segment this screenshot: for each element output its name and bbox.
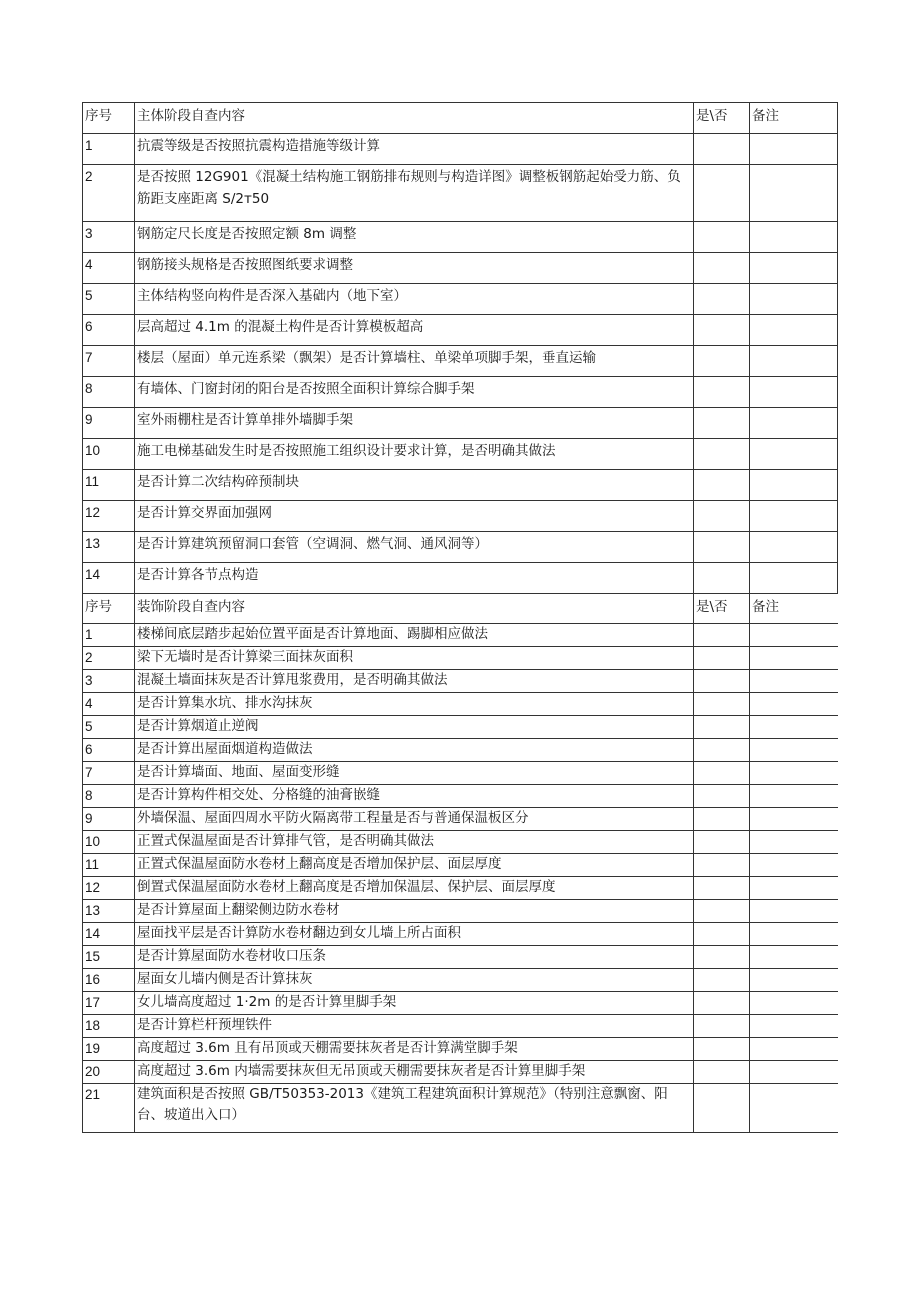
row-serial-number: 8 bbox=[83, 785, 135, 808]
row-check-content: 建筑面积是否按照 GB/T50353-2013《建筑工程建筑面积计算规范》（特别注意飘窗、阳台、坡道出入口） bbox=[135, 1084, 694, 1133]
row-check-content: 是否计算出屋面烟道构造做法 bbox=[135, 739, 694, 762]
table-row bbox=[83, 532, 838, 563]
table-body bbox=[83, 103, 838, 1133]
row-remark-cell[interactable] bbox=[750, 831, 838, 854]
table-row bbox=[83, 439, 838, 470]
row-check-content: 是否计算屋面上翻梁侧边防水卷材 bbox=[135, 900, 694, 923]
row-yes-no-cell[interactable] bbox=[694, 900, 750, 923]
row-yes-no-cell[interactable] bbox=[694, 831, 750, 854]
row-serial-number: 12 bbox=[83, 501, 135, 532]
self-check-table bbox=[82, 102, 838, 1133]
table-row bbox=[83, 346, 838, 377]
row-check-content: 施工电梯基础发生时是否按照施工组织设计要求计算，是否明确其做法 bbox=[135, 439, 694, 470]
row-check-content: 是否计算各节点构造 bbox=[135, 563, 694, 594]
row-remark-cell[interactable] bbox=[750, 134, 838, 165]
row-serial-number: 5 bbox=[83, 284, 135, 315]
row-check-content: 正置式保温屋面防水卷材上翻高度是否增加保护层、面层厚度 bbox=[135, 854, 694, 877]
table-row bbox=[83, 716, 838, 739]
row-remark-cell[interactable] bbox=[750, 563, 838, 594]
checklist-sheet bbox=[82, 102, 838, 1133]
row-serial-number: 2 bbox=[83, 647, 135, 670]
row-yes-no-cell[interactable] bbox=[694, 501, 750, 532]
table-row bbox=[83, 785, 838, 808]
row-remark-cell[interactable] bbox=[750, 346, 838, 377]
header-serial-number: 序号 bbox=[83, 103, 135, 134]
row-check-content: 高度超过 3.6m 内墙需要抹灰但无吊顶或天棚需要抹灰者是否计算里脚手架 bbox=[135, 1061, 694, 1084]
row-yes-no-cell[interactable] bbox=[694, 716, 750, 739]
header-yes-no: 是\否 bbox=[694, 103, 750, 134]
row-remark-cell[interactable] bbox=[750, 877, 838, 900]
table-row bbox=[83, 946, 838, 969]
table-row bbox=[83, 222, 838, 253]
table-row bbox=[83, 1061, 838, 1084]
structure-section-header bbox=[83, 103, 838, 134]
row-yes-no-cell[interactable] bbox=[694, 647, 750, 670]
decoration-section-header bbox=[83, 594, 838, 624]
row-check-content: 倒置式保温屋面防水卷材上翻高度是否增加保温层、保护层、面层厚度 bbox=[135, 877, 694, 900]
row-yes-no-cell[interactable] bbox=[694, 253, 750, 284]
table-row bbox=[83, 923, 838, 946]
row-check-content: 是否计算二次结构碎预制块 bbox=[135, 470, 694, 501]
table-row bbox=[83, 900, 838, 923]
row-check-content: 有墙体、门窗封闭的阳台是否按照全面积计算综合脚手架 bbox=[135, 377, 694, 408]
row-serial-number: 13 bbox=[83, 532, 135, 563]
row-serial-number: 11 bbox=[83, 854, 135, 877]
row-remark-cell[interactable] bbox=[750, 222, 838, 253]
row-yes-no-cell[interactable] bbox=[694, 693, 750, 716]
header-check-content: 装饰阶段自查内容 bbox=[135, 594, 694, 624]
row-remark-cell[interactable] bbox=[750, 693, 838, 716]
row-remark-cell[interactable] bbox=[750, 900, 838, 923]
table-row bbox=[83, 670, 838, 693]
row-check-content: 是否计算栏杆预埋铁件 bbox=[135, 1015, 694, 1038]
row-serial-number: 19 bbox=[83, 1038, 135, 1061]
row-serial-number: 7 bbox=[83, 762, 135, 785]
row-check-content: 抗震等级是否按照抗震构造措施等级计算 bbox=[135, 134, 694, 165]
row-yes-no-cell[interactable] bbox=[694, 165, 750, 222]
row-yes-no-cell[interactable] bbox=[694, 1084, 750, 1133]
row-remark-cell[interactable] bbox=[750, 624, 838, 647]
row-check-content: 女儿墙高度超过 1·2m 的是否计算里脚手架 bbox=[135, 992, 694, 1015]
row-serial-number: 20 bbox=[83, 1061, 135, 1084]
table-row bbox=[83, 1084, 838, 1133]
row-serial-number: 6 bbox=[83, 739, 135, 762]
row-serial-number: 15 bbox=[83, 946, 135, 969]
table-row bbox=[83, 253, 838, 284]
row-serial-number: 14 bbox=[83, 923, 135, 946]
row-serial-number: 7 bbox=[83, 346, 135, 377]
row-yes-no-cell[interactable] bbox=[694, 739, 750, 762]
header-yes-no: 是\否 bbox=[694, 594, 750, 624]
table-row bbox=[83, 992, 838, 1015]
row-check-content: 层高超过 4.1m 的混凝土构件是否计算模板超高 bbox=[135, 315, 694, 346]
table-row bbox=[83, 284, 838, 315]
table-row bbox=[83, 563, 838, 594]
table-row bbox=[83, 315, 838, 346]
row-yes-no-cell[interactable] bbox=[694, 346, 750, 377]
row-serial-number: 3 bbox=[83, 670, 135, 693]
row-yes-no-cell[interactable] bbox=[694, 222, 750, 253]
row-yes-no-cell[interactable] bbox=[694, 854, 750, 877]
table-row bbox=[83, 501, 838, 532]
table-row bbox=[83, 134, 838, 165]
row-serial-number: 5 bbox=[83, 716, 135, 739]
table-row bbox=[83, 1015, 838, 1038]
row-remark-cell[interactable] bbox=[750, 1084, 838, 1133]
row-serial-number: 10 bbox=[83, 439, 135, 470]
row-yes-no-cell[interactable] bbox=[694, 377, 750, 408]
row-check-content: 外墙保温、屋面四周水平防火隔离带工程量是否与普通保温板区分 bbox=[135, 808, 694, 831]
row-yes-no-cell[interactable] bbox=[694, 1038, 750, 1061]
row-yes-no-cell[interactable] bbox=[694, 439, 750, 470]
row-serial-number: 2 bbox=[83, 165, 135, 222]
table-row bbox=[83, 165, 838, 222]
row-remark-cell[interactable] bbox=[750, 785, 838, 808]
row-check-content: 钢筋接头规格是否按照图纸要求调整 bbox=[135, 253, 694, 284]
row-yes-no-cell[interactable] bbox=[694, 284, 750, 315]
row-remark-cell[interactable] bbox=[750, 439, 838, 470]
row-serial-number: 16 bbox=[83, 969, 135, 992]
row-serial-number: 1 bbox=[83, 624, 135, 647]
row-yes-no-cell[interactable] bbox=[694, 923, 750, 946]
row-yes-no-cell[interactable] bbox=[694, 408, 750, 439]
row-yes-no-cell[interactable] bbox=[694, 785, 750, 808]
row-remark-cell[interactable] bbox=[750, 1015, 838, 1038]
row-remark-cell[interactable] bbox=[750, 808, 838, 831]
table-row bbox=[83, 377, 838, 408]
row-check-content: 钢筋定尺长度是否按照定额 8m 调整 bbox=[135, 222, 694, 253]
row-check-content: 楼梯间底层踏步起始位置平面是否计算地面、踢脚相应做法 bbox=[135, 624, 694, 647]
table-row bbox=[83, 831, 838, 854]
table-row bbox=[83, 624, 838, 647]
row-serial-number: 9 bbox=[83, 808, 135, 831]
row-remark-cell[interactable] bbox=[750, 716, 838, 739]
row-yes-no-cell[interactable] bbox=[694, 808, 750, 831]
row-check-content: 是否计算集水坑、排水沟抹灰 bbox=[135, 693, 694, 716]
header-remark: 备注 bbox=[750, 594, 838, 624]
table-row bbox=[83, 408, 838, 439]
row-remark-cell[interactable] bbox=[750, 253, 838, 284]
row-yes-no-cell[interactable] bbox=[694, 563, 750, 594]
row-remark-cell[interactable] bbox=[750, 315, 838, 346]
row-remark-cell[interactable] bbox=[750, 647, 838, 670]
row-remark-cell[interactable] bbox=[750, 501, 838, 532]
row-check-content: 楼层（屋面）单元连系梁（飘架）是否计算墙柱、单梁单项脚手架，垂直运输 bbox=[135, 346, 694, 377]
row-remark-cell[interactable] bbox=[750, 408, 838, 439]
row-check-content: 混凝土墙面抹灰是否计算甩浆费用，是否明确其做法 bbox=[135, 670, 694, 693]
table-row bbox=[83, 762, 838, 785]
row-yes-no-cell[interactable] bbox=[694, 992, 750, 1015]
row-serial-number: 13 bbox=[83, 900, 135, 923]
row-check-content: 是否计算墙面、地面、屋面变形缝 bbox=[135, 762, 694, 785]
row-yes-no-cell[interactable] bbox=[694, 969, 750, 992]
row-serial-number: 12 bbox=[83, 877, 135, 900]
row-check-content: 是否计算建筑预留洞口套管（空调洞、燃气洞、通风洞等） bbox=[135, 532, 694, 563]
row-remark-cell[interactable] bbox=[750, 470, 838, 501]
row-yes-no-cell[interactable] bbox=[694, 946, 750, 969]
row-yes-no-cell[interactable] bbox=[694, 315, 750, 346]
row-yes-no-cell[interactable] bbox=[694, 1061, 750, 1084]
row-yes-no-cell[interactable] bbox=[694, 877, 750, 900]
row-check-content: 高度超过 3.6m 且有吊顶或天棚需要抹灰者是否计算满堂脚手架 bbox=[135, 1038, 694, 1061]
row-check-content: 是否计算屋面防水卷材收口压条 bbox=[135, 946, 694, 969]
table-row bbox=[83, 693, 838, 716]
row-remark-cell[interactable] bbox=[750, 946, 838, 969]
row-serial-number: 17 bbox=[83, 992, 135, 1015]
row-serial-number: 4 bbox=[83, 693, 135, 716]
table-row bbox=[83, 470, 838, 501]
row-remark-cell[interactable] bbox=[750, 532, 838, 563]
table-row bbox=[83, 877, 838, 900]
row-yes-no-cell[interactable] bbox=[694, 134, 750, 165]
row-check-content: 是否计算烟道止逆阀 bbox=[135, 716, 694, 739]
table-row bbox=[83, 808, 838, 831]
row-serial-number: 4 bbox=[83, 253, 135, 284]
row-remark-cell[interactable] bbox=[750, 1061, 838, 1084]
row-check-content: 正置式保温屋面是否计算排气管，是否明确其做法 bbox=[135, 831, 694, 854]
row-check-content: 室外雨棚柱是否计算单排外墙脚手架 bbox=[135, 408, 694, 439]
row-serial-number: 6 bbox=[83, 315, 135, 346]
table-row bbox=[83, 1038, 838, 1061]
row-yes-no-cell[interactable] bbox=[694, 1015, 750, 1038]
row-remark-cell[interactable] bbox=[750, 739, 838, 762]
row-serial-number: 9 bbox=[83, 408, 135, 439]
row-remark-cell[interactable] bbox=[750, 670, 838, 693]
row-remark-cell[interactable] bbox=[750, 377, 838, 408]
header-remark: 备注 bbox=[750, 103, 838, 134]
row-serial-number: 3 bbox=[83, 222, 135, 253]
row-remark-cell[interactable] bbox=[750, 762, 838, 785]
row-serial-number: 21 bbox=[83, 1084, 135, 1133]
row-check-content: 是否计算交界面加强网 bbox=[135, 501, 694, 532]
row-remark-cell[interactable] bbox=[750, 969, 838, 992]
row-yes-no-cell[interactable] bbox=[694, 762, 750, 785]
row-check-content: 屋面女儿墙内侧是否计算抹灰 bbox=[135, 969, 694, 992]
row-remark-cell[interactable] bbox=[750, 165, 838, 222]
row-yes-no-cell[interactable] bbox=[694, 470, 750, 501]
row-check-content: 是否按照 12G901《混凝土结构施工钢筋排布规则与构造详图》调整板钢筋起始受力筋、负筋距支座距离 S/2т50 bbox=[135, 165, 694, 222]
header-serial-number: 序号 bbox=[83, 594, 135, 624]
row-serial-number: 1 bbox=[83, 134, 135, 165]
row-check-content: 梁下无墙时是否计算梁三面抹灰面积 bbox=[135, 647, 694, 670]
row-remark-cell[interactable] bbox=[750, 992, 838, 1015]
header-check-content: 主体阶段自查内容 bbox=[135, 103, 694, 134]
table-row bbox=[83, 647, 838, 670]
row-serial-number: 18 bbox=[83, 1015, 135, 1038]
row-check-content: 是否计算构件相交处、分格缝的油膏嵌缝 bbox=[135, 785, 694, 808]
table-row bbox=[83, 739, 838, 762]
row-check-content: 主体结构竖向构件是否深入基础内（地下室） bbox=[135, 284, 694, 315]
row-serial-number: 14 bbox=[83, 563, 135, 594]
row-check-content: 屋面找平层是否计算防水卷材翻边到女儿墙上所占面积 bbox=[135, 923, 694, 946]
row-serial-number: 11 bbox=[83, 470, 135, 501]
row-serial-number: 8 bbox=[83, 377, 135, 408]
row-serial-number: 10 bbox=[83, 831, 135, 854]
row-yes-no-cell[interactable] bbox=[694, 624, 750, 647]
table-row bbox=[83, 854, 838, 877]
row-remark-cell[interactable] bbox=[750, 284, 838, 315]
row-remark-cell[interactable] bbox=[750, 923, 838, 946]
row-remark-cell[interactable] bbox=[750, 1038, 838, 1061]
table-row bbox=[83, 969, 838, 992]
row-yes-no-cell[interactable] bbox=[694, 532, 750, 563]
row-remark-cell[interactable] bbox=[750, 854, 838, 877]
row-yes-no-cell[interactable] bbox=[694, 670, 750, 693]
